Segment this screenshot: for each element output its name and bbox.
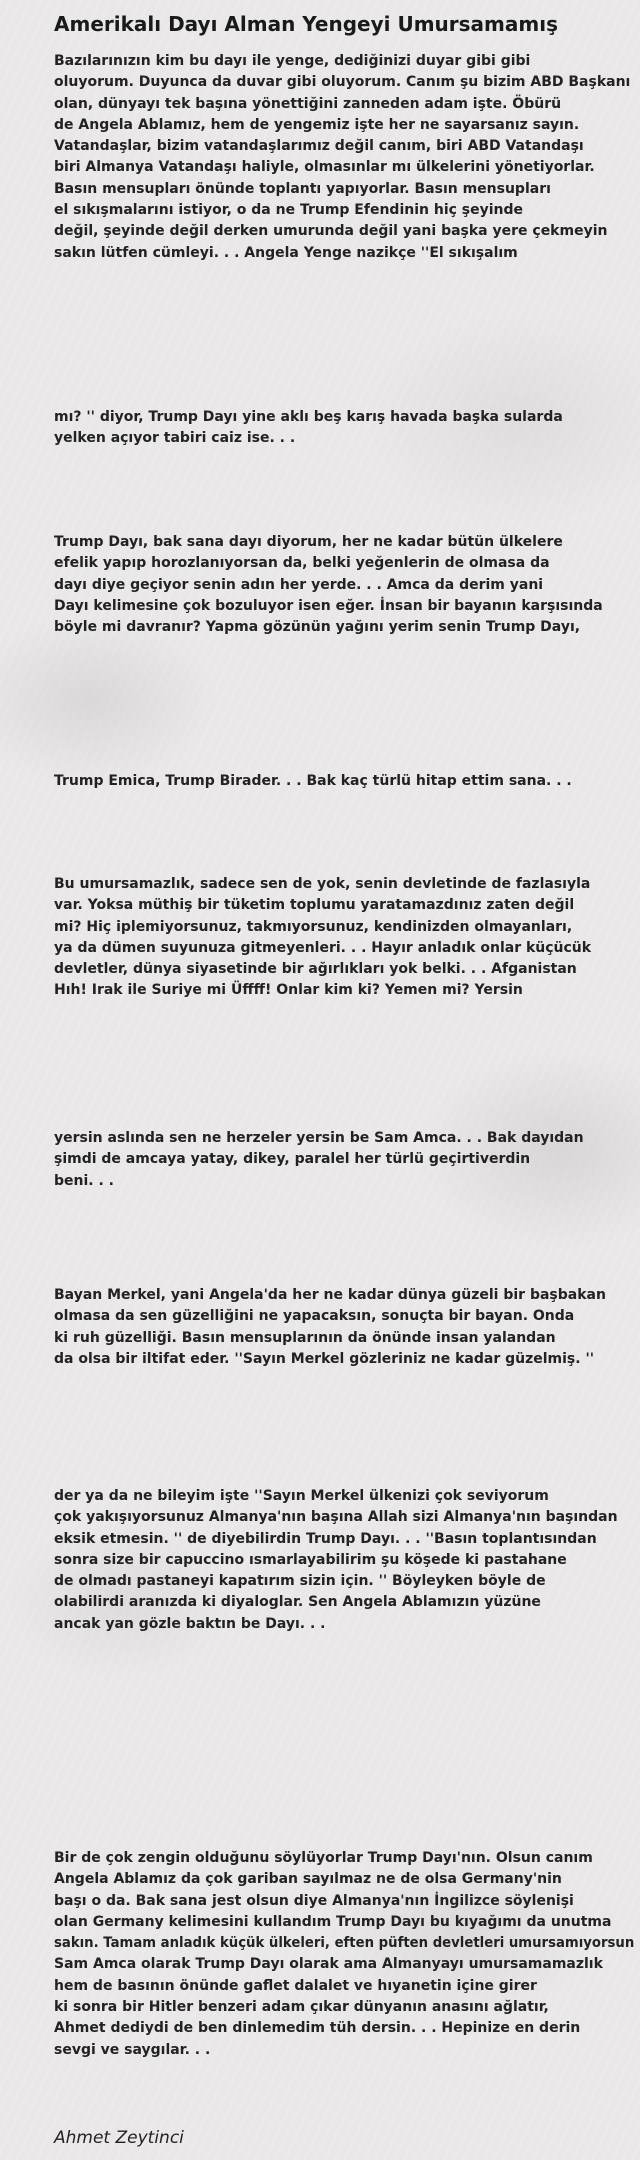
poem-line: değil, şeyinde değil derken umurunda değil yani başka yere çekmeyin — [54, 223, 608, 240]
poem-line: Vatandaşlar, bizim vatandaşlarımız değil canım, biri ABD Vatandaşı — [54, 138, 584, 155]
stanza-1 — [54, 51, 634, 264]
poem-line: eksik etmesin. '' de diyebilirdin Trump Dayı. . . ''Basın toplantısından — [54, 1530, 597, 1547]
poem-line: sakın lütfen cümleyi. . . Angela Yenge nazikçe ''El sıkışalım — [54, 244, 518, 261]
poem-line: Bayan Merkel, yani Angela'da her ne kadar dünya güzeli bir başbakan — [54, 1287, 606, 1303]
stanza-7 — [54, 1285, 634, 1370]
poem-line: ki sonra bir Hitler benzeri adam çıkar dünyanın anasını ağlatır, — [54, 1999, 549, 2016]
stanza-8 — [54, 1486, 634, 1635]
poem-title: Amerikalı Dayı Alman Yengeyi Umursamamış — [54, 12, 558, 36]
poem-line: Ahmet dediydi de ben dinlemedim tüh dersin. . . Hepinize en derin — [54, 2020, 581, 2037]
poem-line: mi? Hiç iplemiyorsunuz, takmıyorsunuz, kendinizden olmayanları, — [54, 918, 573, 935]
poem-line: olan, dünyayı tek başına yönettiğini zanneden adam işte. Öbürü — [54, 95, 562, 112]
poem-line: çok yakışıyorsunuz Almanya'nın başına Allah sizi Almanya'nın başından — [54, 1509, 618, 1526]
poem-line: dayı diye geçiyor senin adın her yerde. . . Amca da derim yani — [54, 576, 544, 593]
poem-line: olan Germany kelimesini kullandım Trump Dayı bu kıyağımı da unutma — [54, 1913, 612, 1930]
poem-line: ki ruh güzelliği. Basın mensuplarının da önünde insan yalandan — [54, 1329, 556, 1346]
stanza-4 — [54, 771, 634, 792]
poem-line: sakın. Tamam anladık küçük ülkeleri, eften püften devletleri umursamıyorsun — [54, 1935, 635, 1952]
poem-line: böyle mi davranır? Yapma gözünün yağını yerim senin Trump Dayı, — [54, 619, 581, 636]
poem-line: mı? '' diyor, Trump Dayı yine aklı beş karış havada başka sularda — [54, 409, 563, 425]
poem-line: Hıh! Irak ile Suriye mi Üffff! Onlar kim ki? Yemen mi? Yersin — [54, 982, 523, 999]
poem-line: sevgi ve saygılar. . . — [54, 2041, 211, 2058]
poem-line: ya da dümen suyunuza gitmeyenleri. . . Hayır anladık onlar küçücük — [54, 939, 592, 956]
author-signature: Ahmet Zeytinci — [54, 2128, 184, 2148]
poem-line: var. Yoksa müthiş bir tüketim toplumu yaratamazdınız zaten değil — [54, 897, 575, 914]
poem-line: başı o da. Bak sana jest olsun diye Almanya'nın İngilizce söylenişi — [54, 1892, 574, 1909]
poem-line: de olmadı pastaneyi kapatırım sizin için. '' Böyleyken böyle de — [54, 1573, 546, 1590]
poem-line: ancak yan gözle baktın be Dayı. . . — [54, 1615, 326, 1632]
poem-line: efelik yapıp horozlanıyorsan da, belki yeğenlerin de olmasa da — [54, 555, 550, 572]
poem-line: olabilirdi aranızda ki diyaloglar. Sen Angela Ablamızın yüzüne — [54, 1594, 541, 1611]
poem-line: oluyorum. Duyunca da duvar gibi oluyorum. Canım şu bizim ABD Başkanı — [54, 74, 631, 91]
poem-line: yelken açıyor tabiri caiz ise. . . — [54, 430, 296, 447]
poem-line: Bir de çok zengin olduğunu söylüyorlar Trump Dayı'nın. Olsun canım — [54, 1850, 593, 1866]
stanza-2 — [54, 407, 634, 450]
poem-line: biri Almanya Vatandaşı haliyle, olmasınlar mı ülkelerini yönetiyorlar. — [54, 159, 595, 176]
poem-line: Basın mensupları önünde toplantı yapıyorlar. Basın mensupları — [54, 180, 551, 197]
poem-line: der ya da ne bileyim işte ''Sayın Merkel ülkenizi çok seviyorum — [54, 1488, 549, 1504]
poem-line: devletler, dünya siyasetinde bir ağırlıkları yok belki. . . Afganistan — [54, 961, 577, 978]
poem-line: Trump Emica, Trump Birader. . . Bak kaç türlü hitap ettim sana. . . — [54, 773, 572, 789]
poem-line: Dayı kelimesine çok bozuluyor isen eğer. İnsan bir bayanın karşısında — [54, 597, 603, 614]
poem-line: şimdi de amcaya yatay, dikey, paralel her türlü geçirtiverdin — [54, 1151, 531, 1168]
poem-line: hem de basının önünde gaflet dalalet ve hıyanetin içine girer — [54, 1977, 537, 1994]
stanza-6 — [54, 1128, 634, 1192]
poem-line: de Angela Ablamız, hem de yengemiz işte her ne sayarsanız sayın. — [54, 116, 580, 133]
poem-line: Bu umursamazlık, sadece sen de yok, senin devletinde de fazlasıyla — [54, 876, 591, 892]
poem-line: yersin aslında sen ne herzeler yersin be Sam Amca. . . Bak dayıdan — [54, 1130, 584, 1146]
poem-line: Bazılarınızın kim bu dayı ile yenge, dediğinizi duyar gibi gibi — [54, 53, 531, 69]
poem-line: Trump Dayı, bak sana dayı diyorum, her ne kadar bütün ülkelere — [54, 534, 563, 550]
poem-line: Sam Amca olarak Trump Dayı olarak ama Almanyayı umursamamazlık — [54, 1956, 603, 1973]
stanza-9 — [54, 1848, 634, 2061]
poem-line: el sıkışmalarını istiyor, o da ne Trump Efendinin hiç şeyinde — [54, 202, 524, 219]
poem-line: sonra size bir capuccino ısmarlayabilirim şu köşede ki pastahane — [54, 1551, 567, 1568]
poem-line: beni. . . — [54, 1172, 114, 1189]
poem-line: olmasa da sen güzelliğini ne yapacaksın, sonuçta bir bayan. Onda — [54, 1308, 575, 1325]
poem-line: da olsa bir iltifat eder. ''Sayın Merkel gözleriniz ne kadar güzelmiş. '' — [54, 1350, 595, 1367]
stanza-5 — [54, 874, 634, 1002]
stanza-3 — [54, 532, 634, 638]
poem-line: Angela Ablamız da çok gariban sayılmaz ne de olsa Germany'nin — [54, 1871, 562, 1888]
